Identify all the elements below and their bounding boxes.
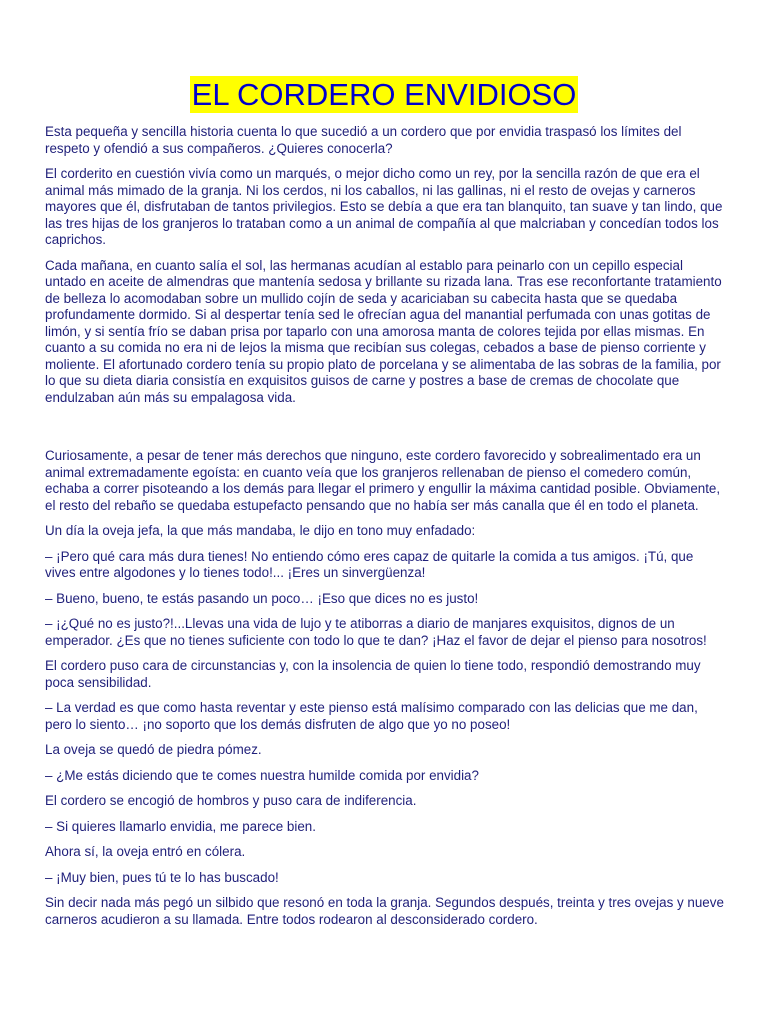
paragraph: – ¡Muy bien, pues tú te lo has buscado! (45, 869, 279, 885)
paragraph: La oveja se quedó de piedra pómez. (45, 742, 262, 757)
paragraph: Ahora sí, la oveja entró en cólera. (45, 844, 246, 859)
paragraph: Curiosamente, a pesar de tener más derechos que ninguno, este cordero favorecido y sobrealimentado era un animal extremadamente egoísta: en cuanto veía que los granjeros rellenaban de pienso el comedero común, echaba a correr pisoteando a los demás para llegar el primero y engullir la máxima cantidad posible. Obviamente, el resto del rebaño se quedaba estupefacto pensando que no había ser más canalla que él en todo el planeta. (45, 448, 721, 513)
paragraph: El cordero puso cara de circunstancias y, con la insolencia de quien lo tiene todo, respondió demostrando muy poca sensibilidad. (45, 658, 701, 690)
title-container (0, 76, 768, 113)
paragraph: El cordero se encogió de hombros y puso cara de indiferencia. (45, 793, 417, 808)
paragraph: Sin decir nada más pegó un silbido que resonó en toda la granja. Segundos después, treinta y tres ovejas y nueve carneros acudieron a su llamada. Entre todos rodearon al desconsiderado cordero. (45, 895, 724, 927)
paragraph: El corderito en cuestión vivía como un marqués, o mejor dicho como un rey, por la sencilla razón de que era el animal más mimado de la granja. Ni los cerdos, ni los caballos, ni las gallinas, ni el resto de ovejas y carneros mayores que él, disfrutaban de tantos privilegios. Esto se debía a que era tan blanquito, tan suave y tan lindo, que las tres hijas de los granjeros lo trataban como a un animal de compañía al que malcriaban y concedían todos los caprichos. (45, 166, 723, 247)
paragraph: – Bueno, bueno, te estás pasando un poco… ¡Eso que dices no es justo! (45, 590, 479, 606)
paragraph: – ¡Pero qué cara más dura tienes! No entiendo cómo eres capaz de quitarle la comida a tus amigos. ¡Tú, que vives entre algodones y lo tienes todo!... ¡Eres un sinvergüenza! (45, 548, 694, 580)
document-title: EL CORDERO ENVIDIOSO (191, 77, 577, 112)
document-body (45, 124, 725, 937)
paragraph: Un día la oveja jefa, la que más mandaba, le dijo en tono muy enfadado: (45, 523, 476, 538)
paragraph: – ¿Me estás diciendo que te comes nuestra humilde comida por envidia? (45, 767, 479, 783)
paragraph: Cada mañana, en cuanto salía el sol, las hermanas acudían al establo para peinarlo con un cepillo especial untado en aceite de almendras que mantenía sedosa y brillante su rizada lana. Tras ese reconfortante tratamiento de belleza lo acomodaban sobre un mullido cojín de seda y acariciaban su cabecita hasta que se quedaba profundamente dormido. Si al despertar tenía sed le ofrecían agua del manantial perfumada con unas gotitas de limón, y si sentía frío se daban prisa por taparlo con una amorosa manta de colores tejida por ellas mismas. En cuanto a su comida no era ni de lejos la misma que recibían sus colegas, cebados a base de pienso corriente y moliente. El afortunado cordero tenía su propio plato de porcelana y se alimentaba de las sobras de la familia, por lo que su dieta diaria consistía en exquisitos guisos de carne y postres a base de cremas de chocolate que endulzaban aún más su empalagosa vida. (45, 257, 722, 405)
paragraph: Esta pequeña y sencilla historia cuenta lo que sucedió a un cordero que por envidia traspasó los límites del respeto y ofendió a sus compañeros. ¿Quieres conocerla? (45, 124, 682, 156)
paragraph: – La verdad es que como hasta reventar y este pienso está malísimo comparado con las delicias que me dan, pero lo siento… ¡no soporto que los demás disfruten de algo que yo no poseo! (45, 700, 698, 732)
paragraph: – ¡¿Qué no es justo?!...Llevas una vida de lujo y te atiborras a diario de manjares exquisitos, dignos de un emperador. ¿Es que no tienes suficiente con todo lo que te dan? ¡Haz el favor de dejar el pienso para nosotros! (45, 616, 707, 648)
paragraph: – Si quieres llamarlo envidia, me parece bien. (45, 818, 316, 834)
